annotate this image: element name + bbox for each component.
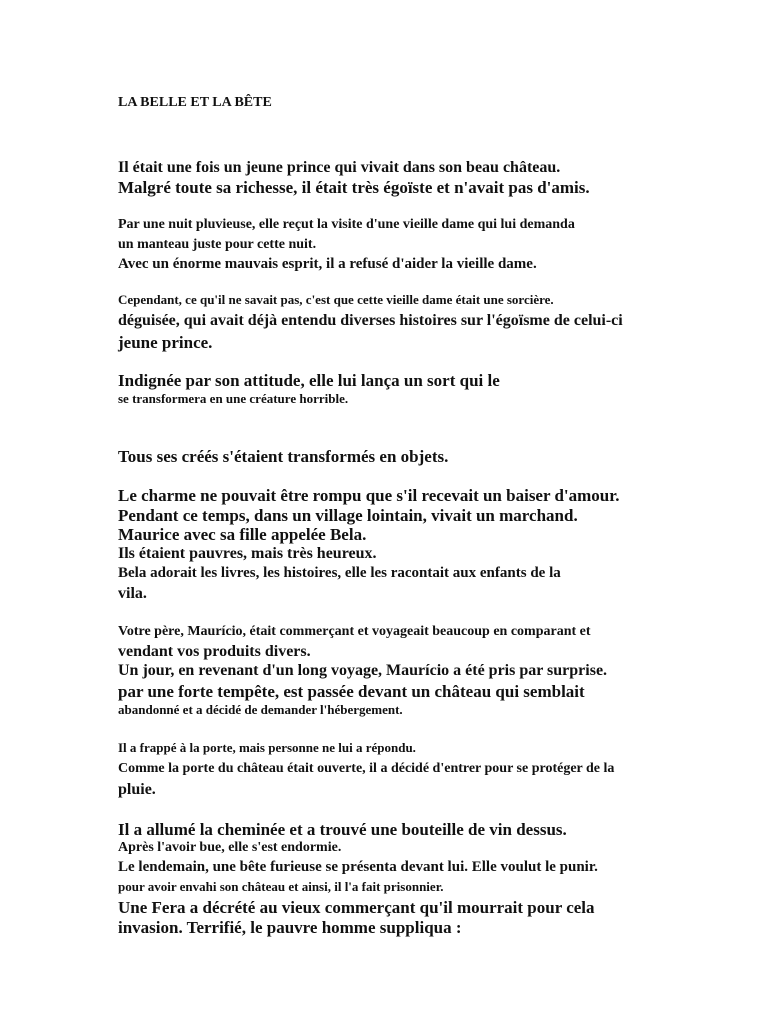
text-line: pluie. [118, 781, 156, 798]
text-line: déguisée, qui avait déjà entendu diverses histoires sur l'égoïsme de celui-ci [118, 312, 623, 329]
text-line: Indignée par son attitude, elle lui lança un sort qui le [118, 371, 500, 390]
text-line: Il a frappé à la porte, mais personne ne lui a répondu. [118, 740, 416, 755]
text-line: vila. [118, 585, 147, 602]
text-line: Il était une fois un jeune prince qui vivait dans son beau château. [118, 159, 561, 176]
document-title: LA BELLE ET LA BÊTE [118, 95, 272, 110]
text-line: Pendant ce temps, dans un village lointain, vivait un marchand. [118, 506, 578, 525]
text-line: Après l'avoir bue, elle s'est endormie. [118, 840, 342, 855]
text-line: Avec un énorme mauvais esprit, il a refusé d'aider la vieille dame. [118, 256, 537, 272]
text-line: Une Fera a décrété au vieux commerçant qu'il mourrait pour cela [118, 898, 595, 917]
text-line: Le charme ne pouvait être rompu que s'il recevait un baiser d'amour. [118, 486, 620, 505]
text-line: vendant vos produits divers. [118, 643, 311, 660]
text-line: Cependant, ce qu'il ne savait pas, c'est que cette vieille dame était une sorcière. [118, 292, 554, 307]
text-line: Ils étaient pauvres, mais très heureux. [118, 545, 377, 562]
text-line: jeune prince. [118, 333, 213, 352]
text-line: Un jour, en revenant d'un long voyage, Maurício a été pris par surprise. [118, 662, 608, 679]
text-line: abandonné et a décidé de demander l'hébergement. [118, 702, 403, 717]
text-line: invasion. Terrifié, le pauvre homme suppliqua : [118, 918, 462, 937]
text-line: Tous ses créés s'étaient transformés en objets. [118, 447, 449, 466]
text-line: Bela adorait les livres, les histoires, elle les racontait aux enfants de la [118, 565, 561, 581]
text-line: un manteau juste pour cette nuit. [118, 237, 317, 252]
text-line: Par une nuit pluvieuse, elle reçut la visite d'une vieille dame qui lui demanda [118, 217, 575, 232]
text-line: Votre père, Maurício, était commerçant et voyageait beaucoup en comparant et [118, 624, 591, 639]
text-line: Maurice avec sa fille appelée Bela. [118, 525, 367, 544]
text-line: se transformera en une créature horrible. [118, 391, 349, 406]
text-line: Il a allumé la cheminée et a trouvé une bouteille de vin dessus. [118, 820, 567, 839]
text-line: Le lendemain, une bête furieuse se présenta devant lui. Elle voulut le punir. [118, 859, 598, 875]
text-line: pour avoir envahi son château et ainsi, il l'a fait prisonnier. [118, 879, 444, 894]
text-line: par une forte tempête, est passée devant un château qui semblait [118, 682, 585, 701]
text-line: Malgré toute sa richesse, il était très égoïste et n'avait pas d'amis. [118, 178, 590, 197]
text-line: Comme la porte du château était ouverte, il a décidé d'entrer pour se protéger de la [118, 761, 615, 776]
